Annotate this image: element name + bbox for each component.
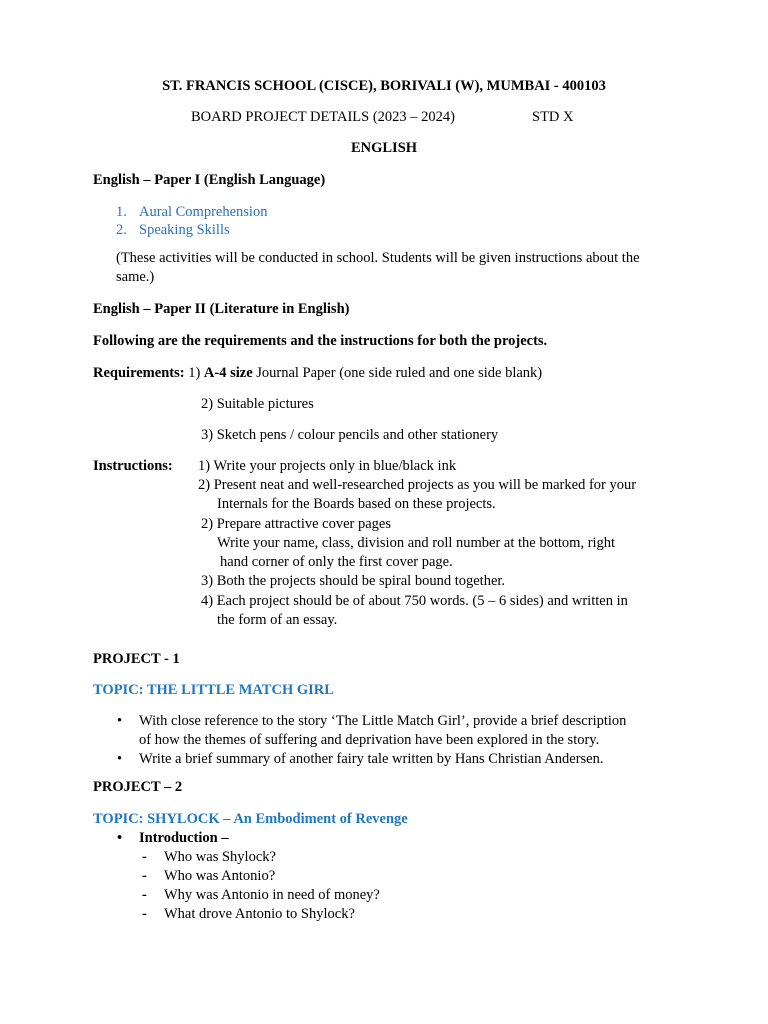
paper1-heading: English – Paper I (English Language) (93, 172, 326, 188)
requirements-item1-prefix: 1) (188, 365, 201, 381)
instruction-line: 4) Each project should be of about 750 words. (5 – 6 sides) and written in (201, 593, 628, 609)
school-title: ST. FRANCIS SCHOOL (CISCE), BORIVALI (W), MUMBAI - 400103 (162, 78, 606, 94)
project2-question: - What drove Antonio to Shylock? (164, 905, 355, 923)
project1-bullet-cont: of how the themes of suffering and deprivation have been explored in the story. (139, 732, 600, 748)
requirements-line1 (93, 364, 542, 382)
requirements-item1-size: A-4 size (203, 365, 253, 381)
project1-bullet: • With close reference to the story ‘The Little Match Girl’, provide a brief description (139, 712, 626, 730)
instruction-line: 2) Prepare attractive cover pages (201, 516, 392, 532)
project1-bullet: • Write a brief summary of another fairy tale written by Hans Christian Andersen. (139, 750, 603, 768)
paper1-item-number: 1. (116, 204, 127, 220)
project2-question: - Who was Shylock? (164, 848, 276, 866)
project2-heading: PROJECT – 2 (93, 779, 183, 795)
instruction-line: the form of an essay. (217, 612, 338, 628)
instruction-line: Internals for the Boards based on these projects. (217, 496, 496, 512)
project2-question: - Who was Antonio? (164, 867, 275, 885)
project2-topic: TOPIC: SHYLOCK – An Embodiment of Revenge (93, 811, 408, 827)
instruction-line: 1) Write your projects only in blue/black ink (198, 458, 457, 474)
project2-question: - Why was Antonio in need of money? (164, 886, 380, 904)
paper1-item-speaking: Speaking Skills (139, 222, 230, 238)
requirements-label: Requirements: (93, 365, 185, 381)
std-label: STD X (532, 109, 574, 125)
instruction-line: 3) Both the projects should be spiral bound together. (201, 573, 506, 589)
paper2-heading: English – Paper II (Literature in English) (93, 301, 350, 317)
paper2-intro: Following are the requirements and the instructions for both the projects. (93, 333, 548, 349)
subject-title: ENGLISH (350, 140, 418, 156)
instruction-line: hand corner of only the first cover page. (220, 554, 453, 570)
paper1-item-number: 2. (116, 222, 127, 238)
project1-topic: TOPIC: THE LITTLE MATCH GIRL (93, 682, 334, 698)
instruction-line: 2) Present neat and well-researched projects as you will be marked for your (198, 477, 637, 493)
paper1-note-cont: same.) (116, 269, 155, 285)
requirements-item3: 3) Sketch pens / colour pencils and other stationery (201, 427, 499, 443)
requirements-item1-text: Journal Paper (one side ruled and one side blank) (256, 365, 543, 381)
project-details-title: BOARD PROJECT DETAILS (2023 – 2024) (191, 109, 456, 125)
requirements-item2: 2) Suitable pictures (201, 396, 314, 412)
instruction-line: Write your name, class, division and roll number at the bottom, right (217, 535, 616, 551)
paper1-note: (These activities will be conducted in school. Students will be given instructions about the (116, 250, 640, 266)
paper1-item-aural: Aural Comprehension (139, 204, 268, 220)
project1-heading: PROJECT - 1 (93, 651, 180, 667)
project2-intro-label: • Introduction – (139, 829, 229, 847)
instructions-label: Instructions: (93, 458, 173, 474)
